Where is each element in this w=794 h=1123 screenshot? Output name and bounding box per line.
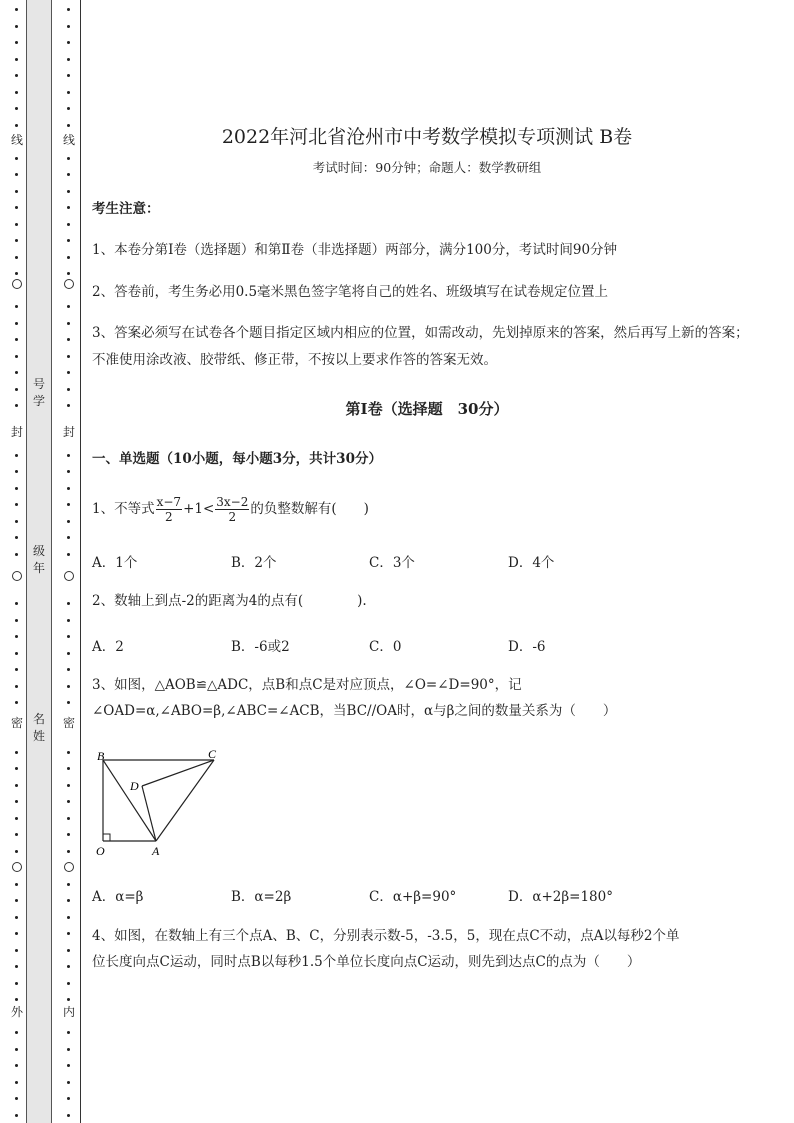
margin-dot xyxy=(67,41,70,44)
margin-dot xyxy=(67,371,70,374)
margin-dot xyxy=(67,454,70,457)
margin-dot xyxy=(15,58,18,61)
question-2: 2、数轴上到点-2的距离为4的点有( ). xyxy=(92,593,367,609)
q1-fraction-2 xyxy=(215,495,249,524)
margin-dot xyxy=(15,470,18,473)
margin-dot xyxy=(67,883,70,886)
margin-dot xyxy=(67,685,70,688)
margin-dot xyxy=(67,635,70,638)
margin-dot xyxy=(67,784,70,787)
margin-dot xyxy=(15,41,18,44)
margin-dot xyxy=(67,1064,70,1067)
q1-frac1-numerator: x−7 xyxy=(156,495,182,509)
margin-dot xyxy=(15,536,18,539)
question-3-line-2: ∠OAD=α,∠ABO=β,∠ABC=∠ACB，当BC//OA时，α与β之间的数量关系为（ ） xyxy=(92,703,617,719)
margin-dot xyxy=(15,107,18,110)
margin-char-xian-left: 线 xyxy=(10,133,23,147)
margin-dot xyxy=(15,371,18,374)
margin-char-xian-right: 线 xyxy=(62,133,75,147)
student-id-label: 号学 xyxy=(32,377,45,408)
margin-char-nei-right: 内 xyxy=(62,1005,75,1019)
margin-dot xyxy=(67,998,70,1001)
margin-dot xyxy=(15,553,18,556)
q1-suffix: 的负整数解有( ) xyxy=(250,501,369,517)
label-o: O xyxy=(96,844,105,858)
margin-dot xyxy=(67,1048,70,1051)
margin-dot xyxy=(15,1114,18,1117)
margin-dot xyxy=(15,520,18,523)
margin-dot xyxy=(15,982,18,985)
margin-circle xyxy=(64,571,74,581)
margin-circle xyxy=(64,279,74,289)
segment-ba xyxy=(103,760,156,841)
margin-dot xyxy=(67,899,70,902)
margin-dot xyxy=(67,157,70,160)
margin-dot xyxy=(67,272,70,275)
margin-dot xyxy=(67,487,70,490)
margin-dot xyxy=(67,767,70,770)
margin-dot xyxy=(15,998,18,1001)
margin-dot xyxy=(67,1081,70,1084)
margin-dot xyxy=(15,305,18,308)
q3-option-d: D．α+2β=180° xyxy=(508,889,613,905)
margin-dot xyxy=(67,800,70,803)
q1-fraction-1 xyxy=(156,495,182,524)
notice-heading: 考生注意： xyxy=(92,201,160,217)
label-c: C xyxy=(208,747,217,761)
question-3-line-1: 3、如图，△AOB≌△ADC，点B和点C是对应顶点，∠O=∠D=90°，记 xyxy=(92,677,522,693)
margin-dot xyxy=(67,602,70,605)
margin-dot xyxy=(15,25,18,28)
name-label: 名姓 xyxy=(32,712,45,743)
margin-dot xyxy=(15,1081,18,1084)
margin-dot xyxy=(15,8,18,11)
margin-dot xyxy=(67,404,70,407)
margin-dot xyxy=(67,25,70,28)
margin-dot xyxy=(67,520,70,523)
margin-dot xyxy=(15,124,18,127)
margin-dot xyxy=(15,1048,18,1051)
q1-middle: +1< xyxy=(183,501,215,517)
label-a: A xyxy=(152,844,160,858)
segment-ca xyxy=(156,760,214,841)
margin-dot xyxy=(15,949,18,952)
margin-dot xyxy=(15,256,18,259)
margin-dot xyxy=(15,223,18,226)
q1-frac2-denominator: 2 xyxy=(228,510,237,524)
margin-dot xyxy=(15,74,18,77)
q3-option-b: B．α=2β xyxy=(231,889,292,905)
margin-dot xyxy=(15,916,18,919)
margin-dot xyxy=(15,1031,18,1034)
margin-dot xyxy=(67,206,70,209)
margin-dot xyxy=(15,965,18,968)
margin-dot xyxy=(67,536,70,539)
margin-dot xyxy=(67,1097,70,1100)
margin-circle xyxy=(12,571,22,581)
margin-dot xyxy=(15,91,18,94)
margin-dot xyxy=(67,982,70,985)
right-angle-mark xyxy=(103,834,110,841)
question-4-line-2: 位长度向点C运动，同时点B以每秒1.5个单位长度向点C运动，则先到达点C的点为（ ） xyxy=(92,954,641,970)
margin-dot xyxy=(15,487,18,490)
margin-dot xyxy=(67,355,70,358)
margin-circle xyxy=(12,862,22,872)
margin-dot xyxy=(67,1114,70,1117)
notice-item-3: 3、答案必须写在试卷各个题目指定区域内相应的位置，如需改动，先划掉原来的答案，然后再写上新的答案；不准使用涂改液、胶带纸、修正带，不按以上要求作答的答案无效。 xyxy=(92,325,749,368)
q1-frac1-denominator: 2 xyxy=(165,510,173,524)
margin-dot xyxy=(15,602,18,605)
question-1 xyxy=(92,492,752,526)
margin-dot xyxy=(67,124,70,127)
margin-dot xyxy=(67,74,70,77)
margin-dot xyxy=(15,503,18,506)
margin-char-feng-left: 封 xyxy=(10,425,23,439)
margin-dot xyxy=(67,619,70,622)
segment-dc xyxy=(142,760,214,786)
margin-dot xyxy=(67,701,70,704)
exam-subtitle: 考试时间：90分钟；命题人：数学教研组 xyxy=(312,160,542,175)
margin-dot xyxy=(67,91,70,94)
q2-option-b: B．-6或2 xyxy=(231,639,290,655)
margin-dot xyxy=(67,470,70,473)
margin-dot xyxy=(15,322,18,325)
margin-dot xyxy=(15,850,18,853)
margin-dot xyxy=(15,190,18,193)
margin-dot xyxy=(67,965,70,968)
margin-dot xyxy=(15,404,18,407)
margin-char-feng-right: 封 xyxy=(62,425,75,439)
binding-margin xyxy=(0,0,82,1123)
exam-title: 2022年河北省沧州市中考数学模拟专项测试 B卷 xyxy=(221,126,633,148)
q3-triangle-figure xyxy=(94,745,224,860)
q3-option-c: C．α+β=90° xyxy=(369,889,457,905)
margin-dot xyxy=(15,800,18,803)
q1-option-d: D．4个 xyxy=(508,555,555,571)
margin-dot xyxy=(15,932,18,935)
margin-dot xyxy=(67,652,70,655)
margin-dot xyxy=(67,256,70,259)
notice-item-1: 1、本卷分第I卷（选择题）和第Ⅱ卷（非选择题）两部分，满分100分，考试时间90分钟 xyxy=(92,242,618,258)
notice-item-2: 2、答卷前，考生务必用0.5毫米黑色签字笔将自己的姓名、班级填写在试卷规定位置上 xyxy=(92,284,609,300)
margin-dot xyxy=(67,932,70,935)
q2-option-a: A．2 xyxy=(92,639,124,655)
margin-dot xyxy=(67,223,70,226)
margin-dot xyxy=(67,1031,70,1034)
segment-da xyxy=(142,786,156,841)
margin-dot xyxy=(67,949,70,952)
margin-dot xyxy=(15,619,18,622)
margin-dot xyxy=(67,850,70,853)
grade-label: 级年 xyxy=(32,544,45,575)
margin-dot xyxy=(67,107,70,110)
margin-dot xyxy=(67,751,70,754)
margin-dot xyxy=(15,454,18,457)
margin-dot xyxy=(15,883,18,886)
margin-dot xyxy=(15,701,18,704)
margin-char-wai-left: 外 xyxy=(10,1005,23,1019)
margin-dot xyxy=(67,8,70,11)
margin-dot xyxy=(15,157,18,160)
margin-dot xyxy=(15,1064,18,1067)
label-b: B xyxy=(97,749,105,763)
margin-dot xyxy=(15,388,18,391)
margin-char-mi-left: 密 xyxy=(10,716,23,730)
margin-dot xyxy=(67,190,70,193)
margin-dot xyxy=(67,817,70,820)
margin-dot xyxy=(15,206,18,209)
margin-dot xyxy=(67,305,70,308)
margin-dot xyxy=(15,767,18,770)
margin-dot xyxy=(15,899,18,902)
margin-dot xyxy=(15,668,18,671)
q1-frac2-numerator: 3x−2 xyxy=(216,495,249,509)
margin-dot xyxy=(67,916,70,919)
q2-option-c: C．0 xyxy=(369,639,402,655)
q3-option-a: A．α=β xyxy=(92,889,144,905)
margin-dot xyxy=(15,239,18,242)
margin-dot xyxy=(67,58,70,61)
section-title: 第Ⅰ卷（选择题 30分） xyxy=(345,400,509,418)
margin-dot xyxy=(15,652,18,655)
margin-dot xyxy=(67,239,70,242)
q1-option-a: A．1个 xyxy=(92,555,138,571)
margin-dot xyxy=(67,338,70,341)
margin-dot xyxy=(15,1097,18,1100)
margin-dot xyxy=(15,751,18,754)
margin-dot xyxy=(15,784,18,787)
margin-dot xyxy=(15,355,18,358)
part-heading: 一、单选题（10小题，每小题3分，共计30分） xyxy=(92,451,382,467)
margin-char-mi-right: 密 xyxy=(62,716,75,730)
margin-dot xyxy=(15,272,18,275)
margin-dot xyxy=(67,553,70,556)
margin-dot xyxy=(67,833,70,836)
margin-dot xyxy=(67,668,70,671)
margin-circle xyxy=(12,279,22,289)
margin-dot xyxy=(15,635,18,638)
margin-dot xyxy=(67,503,70,506)
margin-dot xyxy=(15,685,18,688)
margin-dot xyxy=(67,173,70,176)
margin-circle xyxy=(64,862,74,872)
q1-option-c: C．3个 xyxy=(369,555,415,571)
q1-option-b: B．2个 xyxy=(231,555,277,571)
q1-prefix: 1、不等式 xyxy=(92,501,155,517)
question-4-line-1: 4、如图，在数轴上有三个点A、B、C，分别表示数-5，-3.5，5，现在点C不动，点A以每秒2个单 xyxy=(92,928,680,944)
margin-dot xyxy=(67,388,70,391)
margin-dot xyxy=(15,833,18,836)
q2-option-d: D．-6 xyxy=(508,639,546,655)
margin-dot xyxy=(15,338,18,341)
margin-dot xyxy=(15,817,18,820)
label-d: D xyxy=(130,779,139,793)
margin-dot xyxy=(67,322,70,325)
margin-dot xyxy=(15,173,18,176)
margin-divider-line xyxy=(80,0,81,1123)
